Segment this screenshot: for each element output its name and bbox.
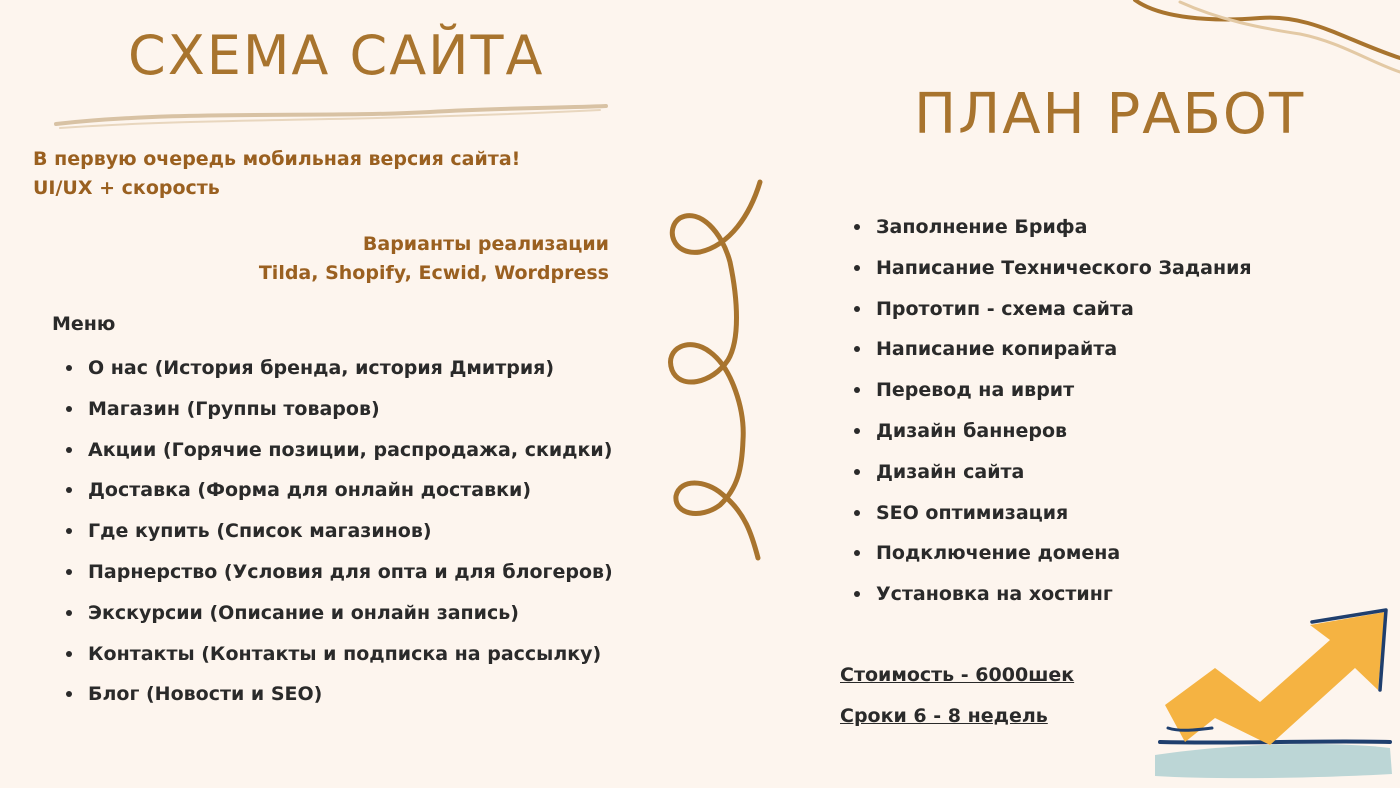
schema-title: СХЕМА САЙТА [128,24,545,87]
menu-title: Меню [52,313,116,335]
menu-item: Доставка (Форма для онлайн доставки) [66,477,613,518]
plan-list [854,214,1252,622]
plan-item: Написание копирайта [854,336,1252,377]
menu-item: Где купить (Список магазинов) [66,518,613,559]
squiggle-divider-icon [671,182,760,558]
menu-item: О нас (История бренда, история Дмитрия) [66,355,613,396]
plan-item: Подключение домена [854,540,1252,581]
menu-item: Блог (Новости и SEO) [66,681,613,722]
menu-list [66,355,613,722]
intro-line-1: В первую очередь мобильная версия сайта! [33,148,521,170]
plan-title: ПЛАН РАБОТ [914,82,1306,147]
title-underline-icon [56,106,606,124]
plan-item: Дизайн баннеров [854,418,1252,459]
intro-line-2: UI/UX + скорость [33,177,220,199]
menu-item: Контакты (Контакты и подписка на рассылку) [66,641,613,682]
menu-item: Магазин (Группы товаров) [66,396,613,437]
intro-note [33,145,520,203]
plan-item: Установка на хостинг [854,581,1252,622]
price-text: Стоимость - 6000шек [840,664,1075,686]
timeline-text: Сроки 6 - 8 недель [840,705,1048,727]
top-right-wave-light-icon [1180,2,1400,72]
menu-item: Экскурсии (Описание и онлайн запись) [66,600,613,641]
plan-item: Написание Технического Задания [854,255,1252,296]
variants-note [259,230,609,288]
plan-item: Перевод на иврит [854,377,1252,418]
menu-item: Парнерство (Условия для опта и для блогеров) [66,559,613,600]
variants-list: Tilda, Shopify, Ecwid, Wordpress [258,262,609,284]
plan-item: Прототип - схема сайта [854,296,1252,337]
plan-item: Заполнение Брифа [854,214,1252,255]
variants-title: Варианты реализации [362,233,609,255]
growth-arrow-icon [1155,610,1392,778]
plan-item: SEO оптимизация [854,500,1252,541]
plan-item: Дизайн сайта [854,459,1252,500]
menu-item: Акции (Горячие позиции, распродажа, скидки) [66,437,613,478]
